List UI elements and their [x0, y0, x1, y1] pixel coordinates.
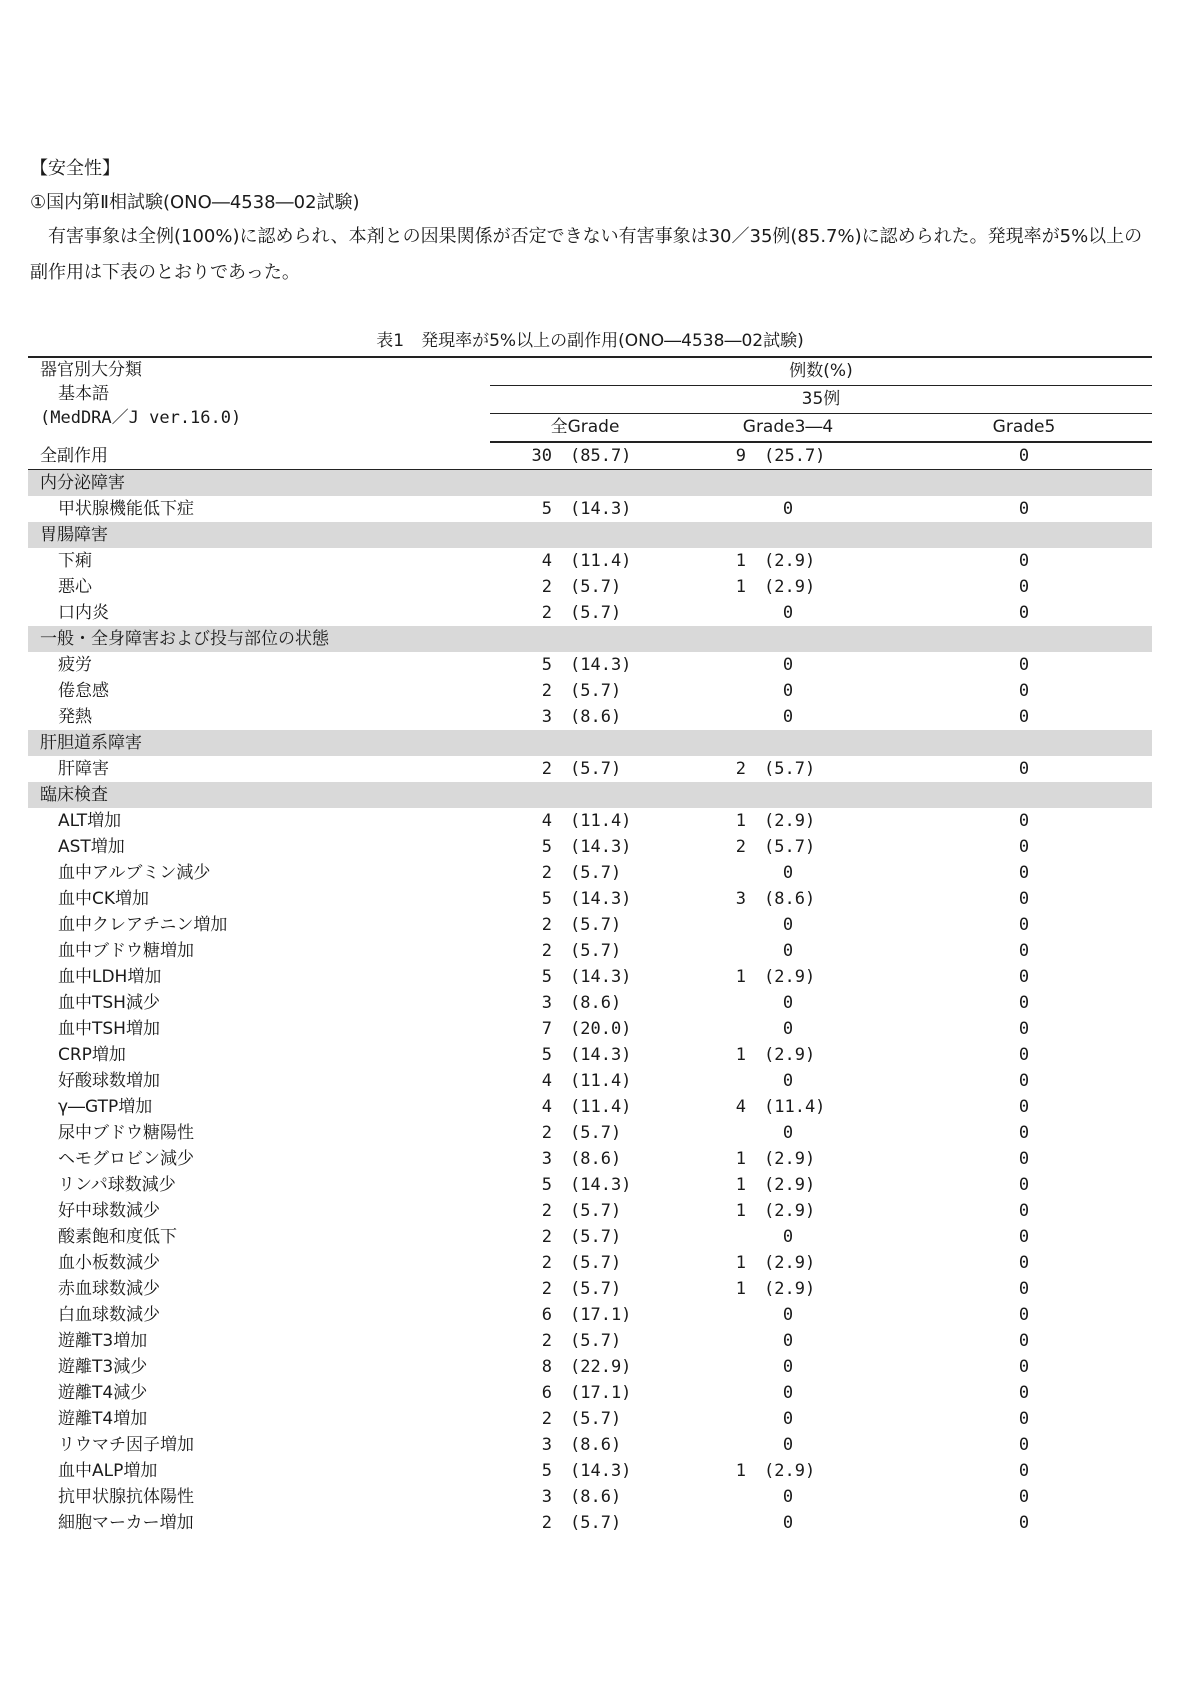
reaction-name: 遊離T4減少 — [58, 1383, 148, 1403]
grade3-4-count: 0 — [782, 941, 794, 961]
grade3-4-pct: (2.9) — [764, 577, 816, 597]
reaction-name: 遊離T4増加 — [58, 1409, 148, 1429]
all-grade-count: 2 — [541, 1331, 552, 1351]
grade5-count: 0 — [1018, 1045, 1030, 1065]
table-row — [28, 964, 1152, 990]
table-row — [28, 756, 1152, 782]
reaction-name: 血中クレアチニン増加 — [58, 915, 228, 935]
grade5-count: 0 — [1018, 707, 1030, 727]
grade3-4-pct: (2.9) — [764, 1253, 816, 1273]
grade5-count: 0 — [1018, 1461, 1030, 1481]
all-grade-pct: (5.7) — [570, 1123, 622, 1143]
table-row — [28, 938, 1152, 964]
reaction-name: 疲労 — [58, 655, 92, 675]
all-grade-pct: (17.1) — [570, 1383, 632, 1403]
grade3-4-count: 0 — [782, 707, 794, 727]
table-row — [28, 912, 1152, 938]
all-grade-pct: (14.3) — [570, 1461, 632, 1481]
reaction-name: ALT増加 — [58, 811, 122, 831]
grade3-4-pct: (2.9) — [764, 1045, 816, 1065]
grade3-4-count: 2 — [735, 759, 746, 779]
table-row — [28, 1172, 1152, 1198]
all-grade-count: 2 — [541, 1409, 552, 1429]
col-grade3-4: Grade3―4 — [680, 414, 896, 443]
table-row — [28, 1068, 1152, 1094]
grade5-count: 0 — [1018, 655, 1030, 675]
all-grade-count: 3 — [541, 1435, 552, 1455]
grade3-4-count: 0 — [782, 1071, 794, 1091]
grade3-4-pct: (11.4) — [764, 1097, 826, 1117]
table-row — [28, 1354, 1152, 1380]
table-row — [28, 1094, 1152, 1120]
grade5-count: 0 — [1018, 1227, 1030, 1247]
grade5-count: 0 — [1018, 1123, 1030, 1143]
grade3-4-count: 0 — [782, 499, 794, 519]
table-row — [28, 1146, 1152, 1172]
category-label: 一般・全身障害および投与部位の状態 — [28, 626, 1152, 652]
all-grade-pct: (14.3) — [570, 889, 632, 909]
all-grade-pct: (5.7) — [570, 1201, 622, 1221]
all-grade-pct: (11.4) — [570, 1071, 632, 1091]
reaction-name: 好酸球数増加 — [58, 1071, 160, 1091]
n-cases-header: 35例 — [490, 386, 1152, 414]
table-row — [28, 1380, 1152, 1406]
reaction-name: AST増加 — [58, 837, 125, 857]
all-grade-count: 3 — [541, 707, 552, 727]
grade3-4-count: 0 — [782, 915, 794, 935]
summary-paragraph: 有害事象は全例(100%)に認められ、本剤との因果関係が否定できない有害事象は30／35例(85.7%)に認められた。発現率が5%以上の副作用は下表のとおりであった。 — [30, 226, 1143, 283]
grade5-count: 0 — [1018, 1331, 1030, 1351]
grade3-4-count: 0 — [782, 1357, 794, 1377]
grade5-count: 0 — [1018, 1253, 1030, 1273]
all-grade-pct: (5.7) — [570, 1409, 622, 1429]
reaction-name: 口内炎 — [58, 603, 109, 623]
grade3-4-count: 1 — [735, 577, 746, 597]
grade3-4-count: 0 — [782, 993, 794, 1013]
grade5-count: 0 — [1018, 837, 1030, 857]
grade5-count: 0 — [1018, 1175, 1030, 1195]
reaction-name: リウマチ因子増加 — [58, 1435, 194, 1455]
all-grade-pct: (5.7) — [570, 1227, 622, 1247]
grade3-4-count: 0 — [782, 655, 794, 675]
col-grade5: Grade5 — [896, 414, 1152, 443]
grade5-count: 0 — [1018, 603, 1030, 623]
all-grade-count: 2 — [541, 1253, 552, 1273]
all-grade-pct: (8.6) — [570, 707, 622, 727]
table-row — [28, 1484, 1152, 1510]
reaction-name: 赤血球数減少 — [58, 1279, 160, 1299]
grade5-count: 0 — [1018, 889, 1030, 909]
all-grade-pct: (14.3) — [570, 1175, 632, 1195]
grade3-4-count: 0 — [782, 1227, 794, 1247]
all-grade-pct: (5.7) — [570, 1253, 622, 1273]
reaction-name: 遊離T3増加 — [58, 1331, 148, 1351]
grade3-4-count: 1 — [735, 1149, 746, 1169]
all-grade-count: 2 — [541, 681, 552, 701]
all-grade-pct: (14.3) — [570, 1045, 632, 1065]
all-grade-count: 5 — [541, 889, 552, 909]
total-label: 全副作用 — [28, 442, 490, 470]
grade3-4-pct: (2.9) — [764, 1149, 816, 1169]
table-row — [28, 834, 1152, 860]
grade5-count: 0 — [1018, 759, 1030, 779]
category-row — [28, 522, 1152, 548]
grade3-4-pct: (8.6) — [764, 889, 816, 909]
all-grade-count: 2 — [541, 915, 552, 935]
reaction-name: 白血球数減少 — [58, 1305, 160, 1325]
table-row — [28, 704, 1152, 730]
all-grade-pct: (5.7) — [570, 941, 622, 961]
reaction-name: 血中TSH増加 — [58, 1019, 160, 1039]
table-row — [28, 1510, 1152, 1536]
grade3-4-count: 4 — [735, 1097, 746, 1117]
grade3-4-pct: (2.9) — [764, 1279, 816, 1299]
all-grade-count: 2 — [541, 1513, 552, 1533]
grade5-count: 0 — [1018, 1149, 1030, 1169]
all-grade-pct: (14.3) — [570, 967, 632, 987]
grade3-4-count: 3 — [735, 889, 746, 909]
reaction-name: 血中TSH減少 — [58, 993, 160, 1013]
reaction-name: 肝障害 — [58, 759, 109, 779]
grade3-4-count: 1 — [735, 551, 746, 571]
all-grade-count: 4 — [541, 811, 552, 831]
reaction-name: 好中球数減少 — [58, 1201, 160, 1221]
all-grade-pct: (5.7) — [570, 863, 622, 883]
reaction-name: 甲状腺機能低下症 — [58, 499, 194, 519]
all-grade-pct: (14.3) — [570, 655, 632, 675]
grade5-count: 0 — [1018, 967, 1030, 987]
grade3-4-count: 1 — [735, 967, 746, 987]
grade5-count: 0 — [1018, 577, 1030, 597]
label-pt: 基本語 — [58, 384, 109, 404]
section-title: 【安全性】 — [30, 158, 120, 179]
table-row — [28, 678, 1152, 704]
reaction-name: 悪心 — [58, 577, 92, 597]
table-header — [28, 357, 1152, 442]
grade3-4-count: 0 — [782, 603, 794, 623]
all-grade-pct: (8.6) — [570, 1487, 622, 1507]
grade3-4-count: 0 — [782, 1331, 794, 1351]
all-grade-pct: (5.7) — [570, 1279, 622, 1299]
grade3-4-count: 0 — [782, 1513, 794, 1533]
grade3-4-pct: (2.9) — [764, 551, 816, 571]
grade5-count: 0 — [1018, 1435, 1030, 1455]
all-grade-count: 5 — [541, 837, 552, 857]
table-row — [28, 652, 1152, 678]
all-grade-count: 5 — [541, 1461, 552, 1481]
table-row — [28, 1276, 1152, 1302]
grade5-count: 0 — [1018, 811, 1030, 831]
col-all-grade: 全Grade — [490, 414, 680, 443]
all-grade-count: 3 — [541, 993, 552, 1013]
reaction-name: 血中ALP増加 — [58, 1461, 158, 1481]
all-grade-pct: (17.1) — [570, 1305, 632, 1325]
total-row — [28, 442, 1152, 470]
grade3-4-pct: (2.9) — [764, 967, 816, 987]
label-soc: 器官別大分類 — [40, 360, 142, 380]
adverse-reaction-table — [28, 356, 1152, 1536]
grade3-4-count: 0 — [782, 1487, 794, 1507]
all-grade-count: 2 — [541, 1279, 552, 1299]
grade3-4-count: 0 — [782, 1019, 794, 1039]
all-grade-count: 5 — [541, 1175, 552, 1195]
grade3-4-count: 1 — [735, 1253, 746, 1273]
all-grade-pct: (5.7) — [570, 577, 622, 597]
grade5-count: 0 — [1018, 941, 1030, 961]
reaction-name: リンパ球数減少 — [58, 1175, 176, 1195]
grade3-4-count: 1 — [735, 1045, 746, 1065]
reaction-name: γ―GTP増加 — [58, 1097, 153, 1117]
category-label: 内分泌障害 — [28, 470, 1152, 497]
all-grade-pct: (5.7) — [570, 681, 622, 701]
grade3-4-count: 0 — [782, 1305, 794, 1325]
table-body — [28, 442, 1152, 1536]
all-grade-pct: (8.6) — [570, 993, 622, 1013]
grade3-4-count: 1 — [735, 1279, 746, 1299]
all-grade-pct: (14.3) — [570, 499, 632, 519]
category-row — [28, 782, 1152, 808]
all-grade-count: 5 — [541, 967, 552, 987]
reaction-name: 血中LDH増加 — [58, 967, 162, 987]
all-grade-count: 2 — [541, 1227, 552, 1247]
reaction-name: 酸素飽和度低下 — [58, 1227, 177, 1247]
all-grade-count: 2 — [541, 1123, 552, 1143]
reaction-name: 遊離T3減少 — [58, 1357, 148, 1377]
table-row — [28, 990, 1152, 1016]
total-all-pct: (85.7) — [552, 442, 680, 470]
all-grade-count: 2 — [541, 863, 552, 883]
category-row — [28, 626, 1152, 652]
table-row — [28, 1016, 1152, 1042]
all-grade-count: 6 — [541, 1383, 552, 1403]
category-row — [28, 730, 1152, 756]
grade5-count: 0 — [1018, 499, 1030, 519]
reaction-name: 血中ブドウ糖増加 — [58, 941, 194, 961]
reaction-name: 尿中ブドウ糖陽性 — [58, 1123, 194, 1143]
grade3-4-count: 0 — [782, 1409, 794, 1429]
all-grade-pct: (8.6) — [570, 1149, 622, 1169]
all-grade-count: 3 — [541, 1149, 552, 1169]
all-grade-count: 8 — [541, 1357, 552, 1377]
all-grade-pct: (22.9) — [570, 1357, 632, 1377]
all-grade-count: 4 — [541, 1071, 552, 1091]
table-row — [28, 1224, 1152, 1250]
label-meddra: (MedDRA／J ver.16.0) — [40, 408, 242, 428]
all-grade-count: 7 — [541, 1019, 552, 1039]
all-grade-count: 2 — [541, 1201, 552, 1221]
all-grade-pct: (11.4) — [570, 1097, 632, 1117]
grade5-count: 0 — [1018, 1513, 1030, 1533]
table-row — [28, 1042, 1152, 1068]
grade3-4-count: 1 — [735, 811, 746, 831]
table-row — [28, 1406, 1152, 1432]
grade5-count: 0 — [1018, 1201, 1030, 1221]
table-row — [28, 496, 1152, 522]
grade3-4-pct: (5.7) — [764, 837, 816, 857]
all-grade-pct: (14.3) — [570, 837, 632, 857]
count-pct-header: 例数(%) — [490, 357, 1152, 386]
all-grade-count: 5 — [541, 499, 552, 519]
grade3-4-count: 1 — [735, 1461, 746, 1481]
grade3-4-count: 0 — [782, 1123, 794, 1143]
table-row — [28, 1250, 1152, 1276]
total-g5: 0 — [896, 442, 1152, 470]
grade5-count: 0 — [1018, 1097, 1030, 1117]
grade3-4-count: 1 — [735, 1201, 746, 1221]
category-label: 肝胆道系障害 — [28, 730, 1152, 756]
reaction-name: 発熱 — [58, 707, 92, 727]
table-row — [28, 1120, 1152, 1146]
reaction-name: 血中CK増加 — [58, 889, 150, 909]
grade3-4-pct: (2.9) — [764, 1461, 816, 1481]
all-grade-count: 4 — [541, 1097, 552, 1117]
grade5-count: 0 — [1018, 993, 1030, 1013]
grade3-4-count: 1 — [735, 1175, 746, 1195]
table-row — [28, 808, 1152, 834]
all-grade-pct: (5.7) — [570, 915, 622, 935]
grade5-count: 0 — [1018, 1383, 1030, 1403]
reaction-name: CRP増加 — [58, 1045, 126, 1065]
grade3-4-pct: (2.9) — [764, 1201, 816, 1221]
reaction-name: 血中アルブミン減少 — [58, 863, 211, 883]
study-title: ①国内第Ⅱ相試験(ONO―4538―02試験) — [30, 192, 360, 213]
grade5-count: 0 — [1018, 551, 1030, 571]
grade5-count: 0 — [1018, 1487, 1030, 1507]
reaction-name: 血小板数減少 — [58, 1253, 160, 1273]
all-grade-pct: (11.4) — [570, 811, 632, 831]
category-row — [28, 470, 1152, 497]
grade5-count: 0 — [1018, 1409, 1030, 1429]
table-row — [28, 1198, 1152, 1224]
grade3-4-count: 0 — [782, 1383, 794, 1403]
total-all-n: 30 — [490, 442, 552, 470]
all-grade-count: 5 — [541, 655, 552, 675]
reaction-name: ヘモグロビン減少 — [58, 1149, 194, 1169]
all-grade-count: 2 — [541, 759, 552, 779]
table-row — [28, 600, 1152, 626]
table-caption: 表1 発現率が5%以上の副作用(ONO―4538―02試験) — [376, 331, 804, 351]
all-grade-pct: (5.7) — [570, 603, 622, 623]
all-grade-pct: (8.6) — [570, 1435, 622, 1455]
grade5-count: 0 — [1018, 1305, 1030, 1325]
all-grade-count: 4 — [541, 551, 552, 571]
reaction-name: 下痢 — [58, 551, 92, 571]
grade5-count: 0 — [1018, 681, 1030, 701]
table-row — [28, 886, 1152, 912]
grade3-4-pct: (5.7) — [764, 759, 816, 779]
table-row — [28, 548, 1152, 574]
grade5-count: 0 — [1018, 915, 1030, 935]
all-grade-count: 5 — [541, 1045, 552, 1065]
table-row — [28, 1302, 1152, 1328]
category-label: 臨床検査 — [28, 782, 1152, 808]
grade5-count: 0 — [1018, 1019, 1030, 1039]
table-row — [28, 1458, 1152, 1484]
table-row — [28, 574, 1152, 600]
total-g34-n: 9 — [680, 442, 746, 470]
all-grade-count: 2 — [541, 941, 552, 961]
all-grade-pct: (5.7) — [570, 1331, 622, 1351]
category-label: 胃腸障害 — [28, 522, 1152, 548]
grade3-4-count: 0 — [782, 863, 794, 883]
table-row — [28, 1328, 1152, 1354]
grade3-4-count: 0 — [782, 1435, 794, 1455]
row-label-header — [28, 357, 490, 442]
reaction-name: 抗甲状腺抗体陽性 — [58, 1487, 194, 1507]
grade5-count: 0 — [1018, 863, 1030, 883]
grade3-4-count: 0 — [782, 681, 794, 701]
grade3-4-count: 2 — [735, 837, 746, 857]
all-grade-count: 2 — [541, 603, 552, 623]
all-grade-pct: (5.7) — [570, 1513, 622, 1533]
reaction-name: 細胞マーカー増加 — [58, 1513, 194, 1533]
all-grade-count: 3 — [541, 1487, 552, 1507]
table-row — [28, 860, 1152, 886]
total-g34-pct: (25.7) — [746, 442, 896, 470]
grade5-count: 0 — [1018, 1357, 1030, 1377]
grade5-count: 0 — [1018, 1071, 1030, 1091]
all-grade-pct: (20.0) — [570, 1019, 632, 1039]
all-grade-count: 2 — [541, 577, 552, 597]
all-grade-pct: (5.7) — [570, 759, 622, 779]
grade5-count: 0 — [1018, 1279, 1030, 1299]
reaction-name: 倦怠感 — [58, 681, 109, 701]
grade3-4-pct: (2.9) — [764, 811, 816, 831]
all-grade-pct: (11.4) — [570, 551, 632, 571]
grade3-4-pct: (2.9) — [764, 1175, 816, 1195]
all-grade-count: 6 — [541, 1305, 552, 1325]
table-row — [28, 1432, 1152, 1458]
